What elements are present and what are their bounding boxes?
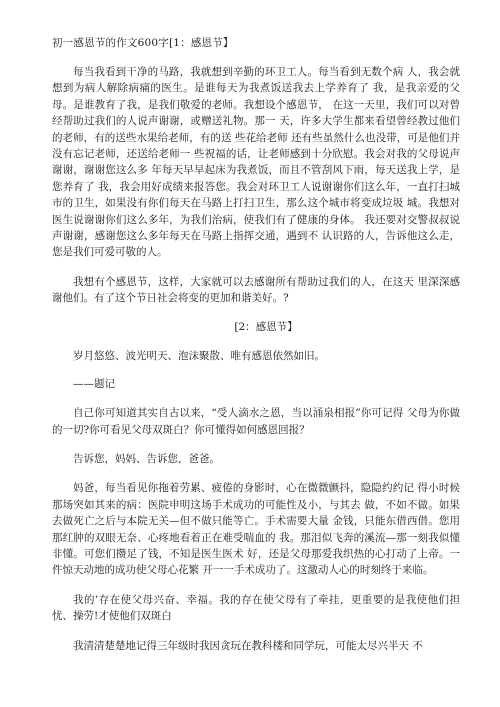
section-subtitle: [2：感恩节】 bbox=[234, 320, 298, 333]
paragraph-8: 我清清楚楚地记得三年级时我因贪玩在教科楼和同学玩，可能太尽兴半天 不 bbox=[73, 639, 423, 652]
paragraph-7: 我的’存在使父母兴奋、幸福。我的存在使父母有了牵挂，更重要的是我使他们担忧、操劳!才使他们双斑白 bbox=[52, 593, 460, 623]
document-title: 初一感恩节的作文600字[1：感恩节】 bbox=[52, 37, 234, 49]
paragraph-1: 每当我看到干净的马路，我就想到辛勤的环卫工人。每当看到无数个病 人，我会就想到为病人解除病痛的医生。是谁每天为我煮饭送我去上学养育了 我，是我亲爱的父母。是谁教育了我，是我们敬爱的老师。我想设个感恩节， 在这一天里，我们可以对曾经帮助过我们的人说声谢谢，或赠送礼物。那一 天，许多大学生都来看望曾经教过他们的老师，有的送些水果给老师，有的送 些花给老师 还有些虽然什么也没带，可是他们并没有忘记老师，还送给老师一 些祝福的话，让老师感到十分欣慰。我会对我的父母说声谢谢，谢谢您这么多 年每天早早起床为我煮饭，而且不管刮风下雨，每天送我上学，是您养育了 我，我会用好成绩来报答您。我会对环卫工人说谢谢你们这么年，一直打扫城 市的卫生，如果没有你们每天在马路上打扫卫生，那么这个城市将变成垃圾 城。我想对医生说谢谢你们这么多年，为我们治病，使我们有了健康的身体。 我还要对交警叔叔说声谢谢，感谢您这么多年每天在马路上指挥交通，遇到不 认识路的人，告诉他这么走，您是我们可爱可敬的人。 bbox=[52, 66, 460, 259]
epigraph-signature: ——题记 bbox=[73, 378, 115, 391]
paragraph-6: 妈爸，每当看见你拖着劳累、疲倦的身影时，心在微微颤抖，隐隐约约记 得小时候那场突如其来的病：医院申明这场手术成功的可能性及小，与其去 做，不如不做。如果去做死亡之后与本院无关—但不做只能等亡。手术需要大量 金钱，只能东借西借。您用那红肿的双眼无奈、心疼地看着正在难受喘血的 我。那泪似飞奔的溪流—那一刻我似懂非懂。可您们攒足了钱，不知是医生医术 好，还是父母那爱我织热的心打动了上帝。一件惊天动地的成功使父母心花繁 开一一手术成功了。这激动人心的时刻终于来临。 bbox=[52, 482, 460, 577]
paragraph-4: 自己你可知道其实自古以来，“受人滴水之恩，当以涌泉相报”你可记得 父母为你做的一切?你可看见父母双斑白？你可懂得如何感恩回报？ bbox=[52, 407, 460, 436]
paragraph-2: 我想有个感恩节，这样，大家就可以去感谢所有帮助过我们的人，在这天 里深深感谢他们。有了这个节日社会将变的更加和谐美好。? bbox=[52, 275, 460, 305]
paragraph-3: 岁月悠悠、波光明天、泡沫聚散、唯有感恩依然如旧。 bbox=[73, 349, 325, 362]
paragraph-5: 告诉您，妈妈、告诉您，爸爸。 bbox=[73, 452, 220, 465]
